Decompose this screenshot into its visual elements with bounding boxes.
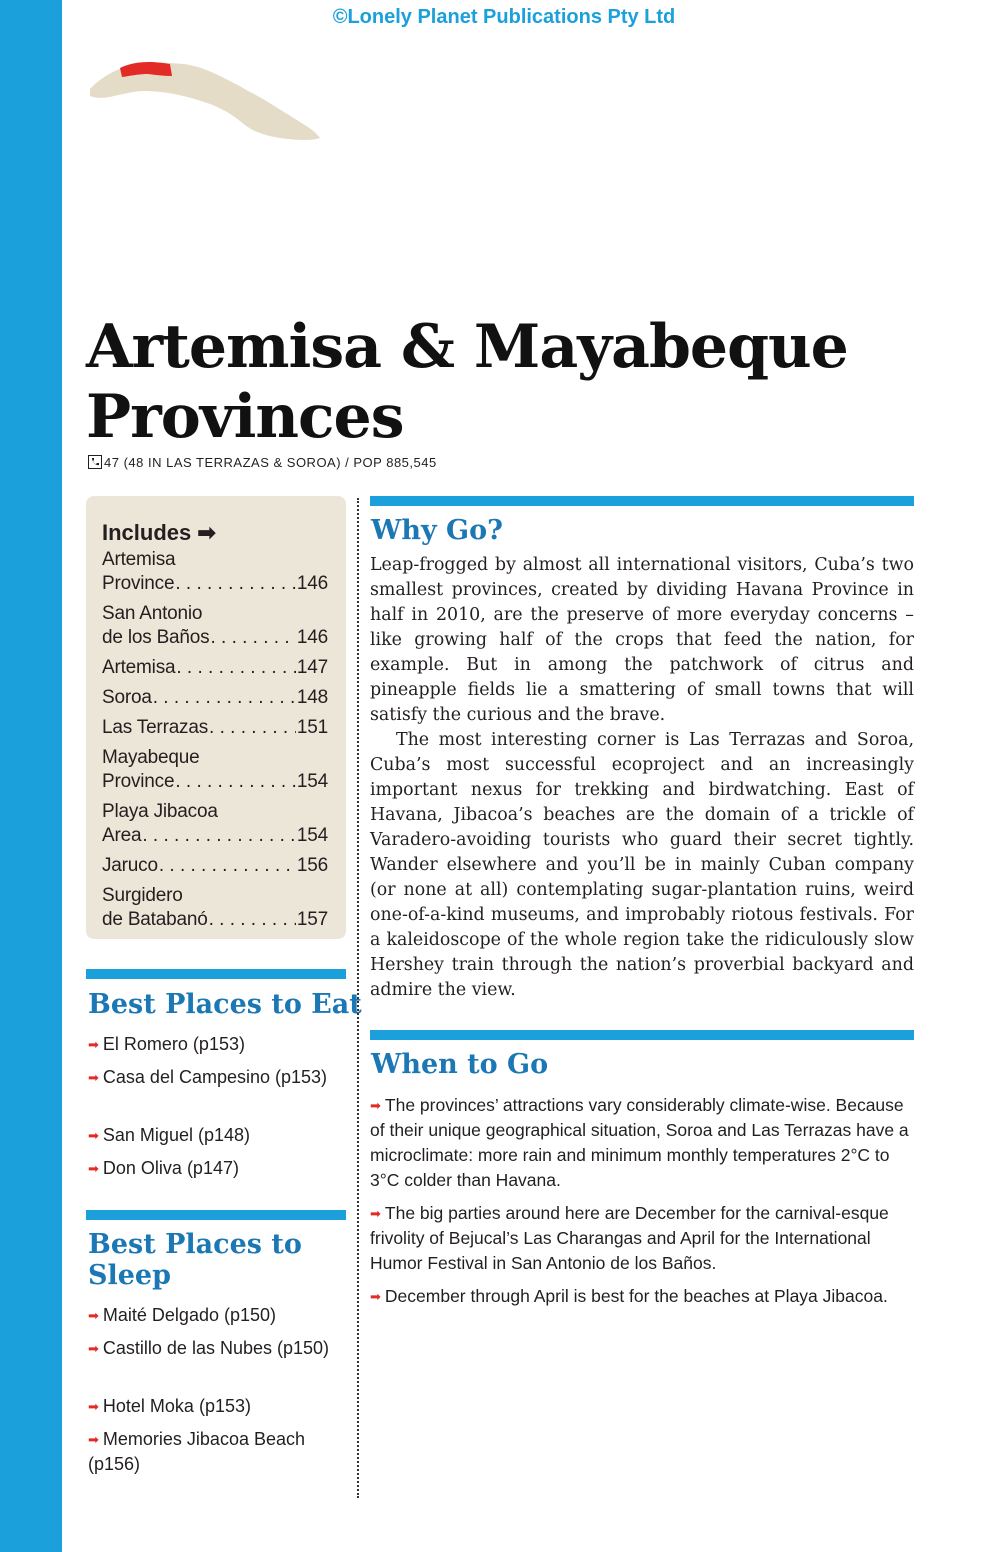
arrow-bullet-icon: ➡ — [88, 1037, 99, 1052]
when-list-item — [370, 1284, 914, 1309]
why-heading: Why Go? — [371, 515, 503, 546]
dot-leader — [209, 908, 296, 932]
includes-list — [102, 548, 328, 932]
includes-item-page: 146 — [296, 573, 328, 594]
dot-leader — [209, 716, 296, 740]
copyright-notice: ©Lonely Planet Publications Pty Ltd — [332, 6, 676, 28]
includes-item-line — [102, 626, 328, 650]
includes-item-page: 146 — [296, 627, 328, 648]
includes-item-line — [102, 824, 328, 848]
sleep-heading-line-1: Best Places to — [88, 1229, 302, 1260]
eat-section-rule — [86, 969, 346, 979]
arrow-bullet-icon: ➡ — [88, 1161, 99, 1176]
dot-leader — [175, 770, 296, 794]
why-paragraph-2: The most interesting corner is Las Terrazas and Soroa, Cuba’s most successful ecoproject and an increasingly important nexus for trekking and birdwatching. East of Havana, Jibacoa’s beaches are the domain of a trickle of Varadero-avoiding tourists who guard their secret tightly. Wander elsewhere and you’ll be in mainly Cuban company (or none at all) contemplating sugar-plantation ruins, weird one-of-a-kind museums, and improbably riotous festivals. For a kaleidoscope of the whole region take the ridiculously slow Hershey train through the nation’s proverbial backyard and admire the view. — [370, 730, 914, 1000]
includes-item-line-1: Artemisa — [102, 549, 176, 570]
includes-item-label: Artemisa — [102, 657, 176, 678]
arrow-bullet-icon: ➡ — [88, 1341, 99, 1356]
phone-icon — [88, 455, 102, 469]
when-list-item — [370, 1201, 914, 1276]
sleep-section-rule — [86, 1210, 346, 1220]
when-list — [370, 1093, 914, 1317]
includes-item-line — [102, 686, 328, 710]
title-line-1: Artemisa & Mayabeque — [86, 312, 848, 382]
includes-item-page: 147 — [296, 657, 328, 678]
arrow-bullet-icon: ➡ — [370, 1289, 381, 1304]
dot-leader — [176, 656, 296, 680]
includes-item-line — [102, 716, 328, 740]
includes-item-page: 151 — [296, 717, 328, 738]
cuba-locator-map — [80, 44, 325, 154]
sleep-heading — [88, 1229, 302, 1291]
includes-item-page: 157 — [296, 909, 328, 930]
dot-leader — [175, 572, 296, 596]
includes-item-line — [102, 854, 328, 878]
includes-item — [102, 884, 328, 932]
sleep-list-item — [88, 1303, 338, 1328]
why-paragraph-1: Leap-frogged by almost all international visitors, Cuba’s two smallest provinces, created by dividing Havana Province in half in 2010, are the preserve of more everyday concerns – like growing half of the crops that feed the nation, for example. But in among the patchwork of citrus and pineapple fields lie a smattering of small towns that will satisfy the curious and the brave. — [370, 555, 914, 725]
eat-list-item-text: Casa del Campesino (p153) — [102, 1067, 328, 1087]
includes-item — [102, 746, 328, 794]
eat-list-item-text: El Romero (p153) — [102, 1034, 245, 1054]
sleep-list-item — [88, 1427, 338, 1477]
title-line-2: Provinces — [86, 382, 404, 452]
includes-item — [102, 716, 328, 740]
includes-item-line — [102, 572, 328, 596]
includes-item-label: Soroa — [102, 687, 152, 708]
includes-item-line — [102, 908, 328, 932]
arrow-bullet-icon: ➡ — [88, 1432, 99, 1447]
eat-list-item — [88, 1123, 338, 1148]
includes-item-page: 148 — [296, 687, 328, 708]
sleep-list-item-text: Maité Delgado (p150) — [102, 1305, 277, 1325]
includes-item-label: de Batabanó — [102, 909, 208, 930]
includes-item — [102, 800, 328, 848]
dot-leader — [159, 854, 296, 878]
sleep-list-item — [88, 1394, 338, 1419]
why-body — [370, 553, 914, 1003]
arrow-bullet-icon: ➡ — [88, 1070, 99, 1085]
includes-item — [102, 656, 328, 680]
arrow-bullet-icon: ➡ — [88, 1128, 99, 1143]
includes-item-label: Las Terrazas — [102, 717, 209, 738]
when-list-item-text: The provinces’ attractions vary considerably climate-wise. Because of their unique geographical situation, Soroa and Las Terrazas have a microclimate: more rain and minimum monthly temperatures 2°C to 3°C colder than Havana. — [370, 1095, 909, 1190]
sleep-list-item-text: Castillo de las Nubes (p150) — [102, 1338, 330, 1358]
includes-item-line-1: San Antonio — [102, 603, 203, 624]
sleep-list-item-text: Hotel Moka (p153) — [102, 1396, 251, 1416]
includes-item-line-1: Playa Jibacoa — [102, 801, 218, 822]
includes-item-page: 154 — [296, 771, 328, 792]
includes-item-line — [102, 656, 328, 680]
includes-item-label: Province — [102, 573, 175, 594]
when-list-item-text: December through April is best for the beaches at Playa Jibacoa. — [384, 1286, 888, 1306]
includes-item-line-1: Mayabeque — [102, 747, 200, 768]
includes-item-label: de los Baños — [102, 627, 210, 648]
arrow-bullet-icon: ➡ — [370, 1098, 381, 1113]
includes-item-label: Province — [102, 771, 175, 792]
includes-item — [102, 548, 328, 596]
arrow-bullet-icon: ➡ — [88, 1308, 99, 1323]
includes-item-label: Area — [102, 825, 142, 846]
includes-item-label: Jaruco — [102, 855, 158, 876]
includes-item — [102, 602, 328, 650]
sleep-heading-line-2: Sleep — [88, 1260, 171, 1291]
eat-list-item — [88, 1156, 338, 1181]
sleep-list-item — [88, 1336, 338, 1361]
includes-item-page: 156 — [296, 855, 328, 876]
includes-box — [86, 496, 346, 939]
dot-leader — [153, 686, 296, 710]
phone-population-text: 47 (48 IN LAS TERRAZAS & SOROA) / POP 885,545 — [104, 455, 437, 470]
includes-heading: Includes ➡ — [102, 520, 216, 545]
includes-item — [102, 686, 328, 710]
dot-leader — [210, 626, 295, 650]
arrow-bullet-icon: ➡ — [370, 1206, 381, 1221]
dot-leader — [142, 824, 296, 848]
includes-item-line — [102, 770, 328, 794]
when-heading: When to Go — [371, 1049, 549, 1080]
includes-item — [102, 854, 328, 878]
when-list-item — [370, 1093, 914, 1193]
phone-population-line — [88, 455, 437, 470]
eat-list-item-text: San Miguel (p148) — [102, 1125, 250, 1145]
eat-list-item-text: Don Oliva (p147) — [102, 1158, 239, 1178]
includes-item-page: 154 — [296, 825, 328, 846]
page-title — [86, 312, 848, 452]
why-section-rule — [370, 496, 914, 506]
eat-list-item — [88, 1065, 338, 1090]
eat-list-item — [88, 1032, 338, 1057]
side-color-bar — [0, 0, 62, 1552]
when-list-item-text: The big parties around here are December for the carnival-esque frivolity of Bejucal’s Las Charangas and April for the International Humor Festival in San Antonio de los Baños. — [370, 1203, 889, 1273]
column-divider — [357, 498, 359, 1498]
includes-item-line-1: Surgidero — [102, 885, 183, 906]
when-section-rule — [370, 1030, 914, 1040]
eat-heading: Best Places to Eat — [88, 989, 362, 1020]
sleep-list-item-text: Memories Jibacoa Beach (p156) — [88, 1429, 306, 1474]
arrow-bullet-icon: ➡ — [88, 1399, 99, 1414]
